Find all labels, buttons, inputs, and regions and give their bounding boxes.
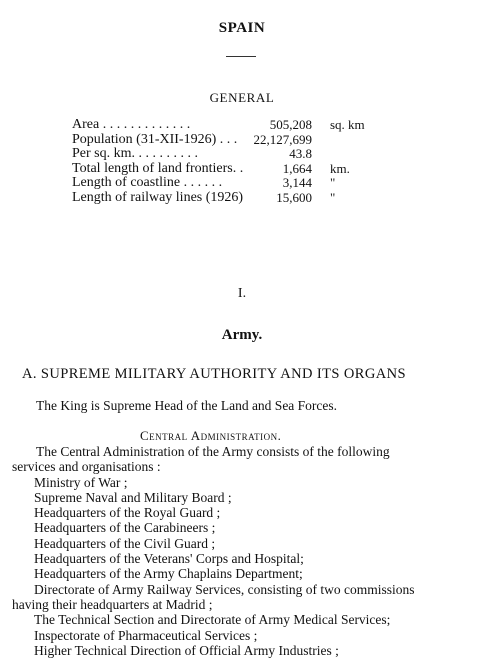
stat-row-population [72,133,432,148]
stat-row-area [72,118,432,133]
page-title: SPAIN [218,20,266,36]
body-line: services and organisations : [12,459,161,475]
body-line: Higher Technical Direction of Official Army Industries ; [34,642,339,658]
stat-row-coastline [72,176,432,191]
stat-unit: " [330,175,336,191]
central-administration-heading: Central Administration. [140,428,282,443]
part-title: Army. [221,327,263,343]
body-line: Headquarters of the Carabineers ; [34,520,216,536]
stat-label: Total length of land frontiers. . [72,160,244,176]
stat-label: Length of coastline . . . . . . [72,175,223,191]
body-text [12,444,480,658]
body-line: The Central Administration of the Army consists of the following [36,444,390,459]
section-heading-general: GENERAL [209,90,275,105]
body-line: having their headquarters at Madrid ; [12,596,213,612]
section-heading-a: A. SUPREME MILITARY AUTHORITY AND ITS ORGANS [22,366,406,382]
stat-value: 15,600 [276,189,312,205]
stat-row-land-frontiers [72,162,432,177]
stat-unit: km. [330,160,350,176]
body-line: Directorate of Army Railway Services, consisting of two commissions [34,581,415,597]
body-line: Headquarters of the Veterans' Corps and Hospital; [34,551,304,567]
stat-row-density [72,147,432,162]
body-line: The Technical Section and Directorate of Army Medical Services; [34,612,391,628]
stat-label: Length of railway lines (1926) [72,189,244,205]
stat-value: 1,664 [282,160,312,176]
part-number: I. [237,286,247,301]
stat-value: 22,127,699 [253,131,312,147]
body-line: Supreme Naval and Military Board ; [34,489,232,505]
stat-value: 505,208 [269,117,312,132]
stat-unit: " [330,189,336,205]
stat-value: 43.8 [289,146,312,162]
king-statement: The King is Supreme Head of the Land and Sea Forces. [36,398,338,413]
body-line: Headquarters of the Royal Guard ; [34,505,221,521]
title-divider [226,56,256,57]
general-statistics-table [72,118,432,206]
body-line: Headquarters of the Army Chaplains Department; [34,566,303,582]
body-line: Headquarters of the Civil Guard ; [34,535,216,551]
stat-unit: sq. km [330,117,365,132]
stat-row-railway [72,191,432,206]
body-line: Inspectorate of Pharmaceutical Services ; [34,627,258,643]
body-line: Ministry of War ; [34,474,128,490]
stat-value: 3,144 [282,175,312,191]
stat-label: Per sq. km. . . . . . . . . . [72,146,198,162]
stat-label: Population (31-XII-1926) . . . [72,131,238,147]
stat-label: Area . . . . . . . . . . . . . [72,117,191,132]
